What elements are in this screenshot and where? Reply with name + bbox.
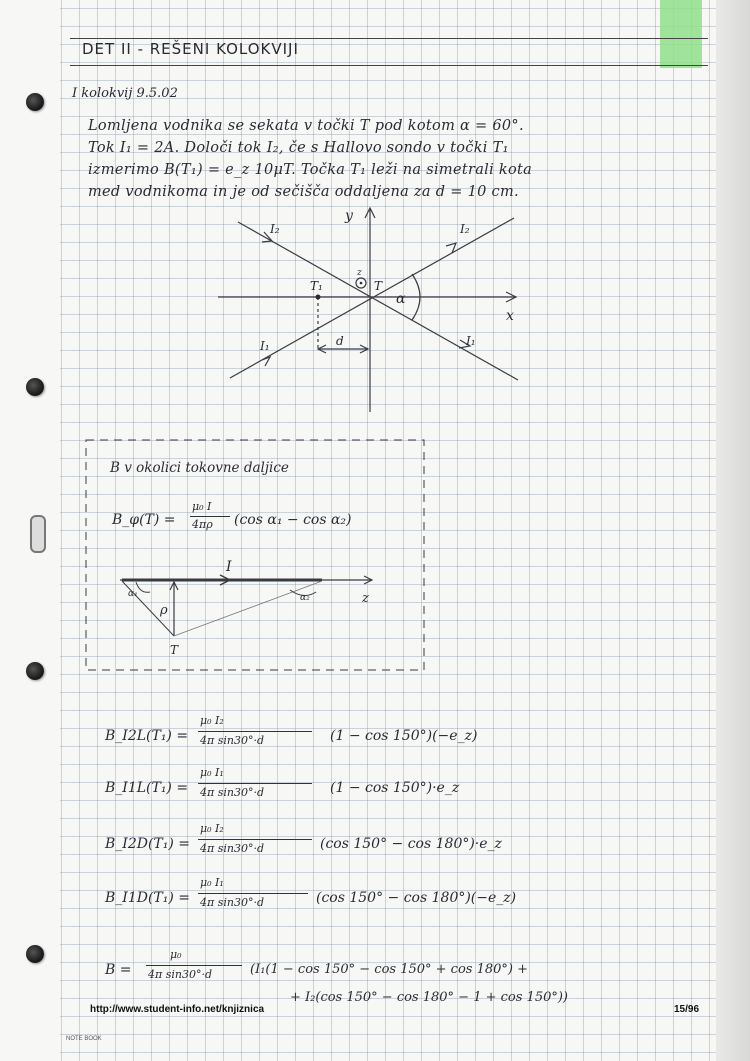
test-date: I kolokvij 9.5.02: [72, 86, 178, 101]
current-label: I: [226, 559, 232, 575]
page-number: 15/96: [674, 1004, 700, 1015]
equation-rhs: (cos 150° − cos 180°)(−e_z): [316, 890, 517, 906]
problem-line: Lomljena vodnika se sekata v točki T pod kotom α = 60°.: [88, 118, 524, 134]
equation-denominator: 4π sin30°·d: [200, 786, 265, 799]
page-title: DET II - REŠENI KOLOKVIJI: [82, 40, 299, 58]
equation-lhs: B_I2L(T₁) =: [105, 728, 189, 744]
z-label: z: [357, 268, 362, 278]
equation-numerator: μ₀ I₁: [200, 876, 224, 889]
rho-label: ρ: [160, 603, 168, 618]
formula-rhs: (cos α₁ − cos α₂): [234, 512, 352, 528]
equation-denominator: 4π sin30°·d: [200, 896, 265, 909]
z-label: z: [362, 591, 369, 606]
i1-right-label: I₁: [466, 334, 476, 348]
y-axis-label: y: [345, 208, 353, 224]
fraction-bar: [146, 965, 242, 966]
equation-numerator: μ₀ I₂: [200, 822, 224, 835]
final-denominator: 4π sin30°·d: [148, 968, 213, 981]
alpha1-label: α₁: [128, 589, 138, 599]
equation-numerator: μ₀ I₂: [200, 714, 224, 727]
alpha2-label: α₂: [300, 593, 310, 603]
fraction-bar: [190, 516, 230, 517]
equation-rhs: (cos 150° − cos 180°)·e_z: [320, 836, 502, 852]
equation-lhs: B_I1D(T₁) =: [105, 890, 191, 906]
final-lhs: B =: [105, 962, 132, 978]
problem-line: izmerimo B(T₁) = e_z 10μT. Točka T₁ leži na simetrali kota: [88, 162, 533, 178]
i2-left-label: I₂: [270, 222, 280, 236]
i2-right-label: I₂: [460, 222, 470, 236]
equation-numerator: μ₀ I₁: [200, 766, 224, 779]
fraction-bar: [198, 783, 312, 784]
alpha-label: α: [396, 291, 406, 307]
equation-lhs: B_I1L(T₁) =: [105, 780, 189, 796]
equation-rhs: (1 − cos 150°)·e_z: [330, 780, 460, 796]
equation-rhs: (1 − cos 150°)(−e_z): [330, 728, 478, 744]
fraction-bar: [198, 731, 312, 732]
t-label: T: [374, 279, 383, 293]
equation-denominator: 4π sin30°·d: [200, 842, 265, 855]
final-rhs-line2: + I₂(cos 150° − cos 180° − 1 + cos 150°)): [290, 990, 569, 1005]
problem-line: med vodnikoma in je od sečišča oddaljena za d = 10 cm.: [88, 184, 519, 200]
i1-left-label: I₁: [260, 339, 270, 353]
t1-label: T₁: [310, 279, 323, 293]
formula-denominator: 4πρ: [192, 518, 213, 531]
equation-denominator: 4π sin30°·d: [200, 734, 265, 747]
alpha1-arc: [136, 582, 150, 592]
segment-end-line: [174, 581, 322, 636]
formula-numerator: μ₀ I: [192, 500, 212, 513]
notebook-brand: NOTE BOOK: [66, 1036, 102, 1042]
source-url: http://www.student-info.net/knjiznica: [90, 1004, 265, 1015]
section-label: B v okolici tokovne daljice: [110, 460, 289, 476]
t-label: T: [170, 643, 179, 657]
problem-line: Tok I₁ = 2A. Določi tok I₂, če s Hallovo sondo v točki T₁: [88, 140, 509, 156]
final-numerator: μ₀: [170, 948, 182, 961]
final-rhs-line1: (I₁(1 − cos 150° − cos 150° + cos 180°) +: [250, 962, 529, 977]
fraction-bar: [198, 893, 308, 894]
fraction-bar: [198, 839, 312, 840]
equation-lhs: B_I2D(T₁) =: [105, 836, 191, 852]
formula-lhs: B_φ(T) =: [112, 512, 176, 528]
x-axis-label: x: [506, 308, 514, 324]
d-label: d: [336, 334, 344, 348]
